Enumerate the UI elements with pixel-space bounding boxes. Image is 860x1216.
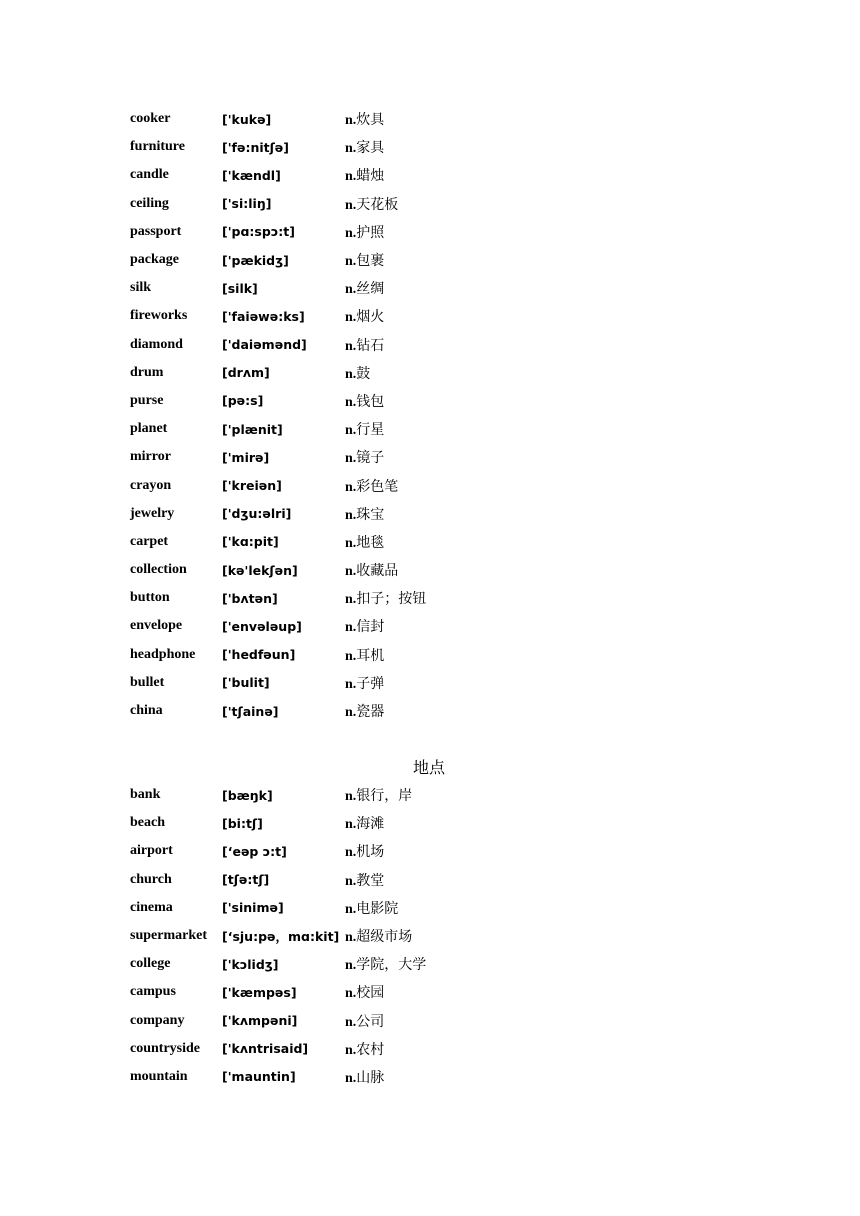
vocab-word: company (130, 1012, 185, 1028)
vocab-definition (345, 165, 650, 185)
vocab-meaning: 天花板 (356, 196, 399, 213)
vocab-word: purse (130, 392, 164, 408)
vocab-table-objects (130, 105, 650, 725)
vocab-phonetic: ['kændl] (222, 167, 281, 183)
vocab-meaning: 校园 (356, 985, 385, 1002)
vocab-definition (345, 841, 650, 861)
vocab-phonetic: ['tʃainə] (222, 703, 279, 719)
vocab-meaning: 镜子 (356, 450, 385, 467)
vocab-row (130, 500, 650, 528)
vocab-phonetic: [bæŋk] (222, 787, 273, 803)
vocab-definition (345, 870, 650, 890)
vocab-phonetic: ['kɔlidʒ] (222, 956, 279, 972)
vocab-definition (345, 560, 650, 580)
vocab-word: diamond (130, 336, 183, 352)
vocab-definition (345, 954, 650, 974)
vocab-phonetic: [tʃə:tʃ] (222, 872, 270, 888)
vocab-pos: n. (345, 479, 357, 495)
vocab-meaning: 农村 (356, 1041, 385, 1058)
vocab-row (130, 528, 650, 556)
vocab-word: carpet (130, 533, 169, 549)
vocab-definition (345, 1067, 650, 1087)
vocab-word: button (130, 590, 170, 606)
vocab-phonetic: ['pɑ:spɔ:t] (222, 224, 295, 240)
vocab-row (130, 1035, 650, 1063)
vocab-meaning: 电影院 (356, 900, 399, 917)
vocab-pos: n. (345, 564, 357, 580)
vocab-meaning: 包裹 (356, 253, 385, 270)
vocab-meaning: 海滩 (356, 816, 385, 833)
vocab-phonetic: ['si:liŋ] (222, 196, 272, 212)
vocab-row (130, 612, 650, 640)
vocab-definition (345, 419, 650, 439)
vocab-row (130, 218, 650, 246)
vocab-pos: n. (345, 930, 357, 946)
vocab-word: headphone (130, 646, 196, 662)
vocab-row (130, 161, 650, 189)
vocab-pos: n. (345, 451, 357, 467)
vocab-word: ceiling (130, 195, 169, 211)
vocab-row (130, 866, 650, 894)
vocab-phonetic: ['mirə] (222, 449, 270, 465)
vocab-definition (345, 109, 650, 129)
vocab-meaning: 炊具 (356, 112, 385, 129)
vocab-definition (345, 1011, 650, 1031)
vocab-phonetic: ['kʌntrisaid] (222, 1041, 309, 1057)
vocab-pos: n. (345, 366, 357, 382)
vocab-pos: n. (345, 338, 357, 354)
vocab-row (130, 274, 650, 302)
vocab-pos: n. (345, 648, 357, 664)
vocab-row (130, 331, 650, 359)
vocab-pos: n. (345, 535, 357, 551)
vocab-phonetic: ['fə:nitʃə] (222, 139, 289, 155)
vocab-definition (345, 701, 650, 721)
vocab-meaning: 家具 (356, 140, 385, 157)
vocab-phonetic: ['kɑ:pit] (222, 534, 279, 550)
vocab-row (130, 387, 650, 415)
vocab-word: passport (130, 223, 182, 239)
vocab-phonetic: [‘eəp ɔ:t] (222, 843, 287, 859)
vocab-row (130, 837, 650, 865)
vocab-meaning: 公司 (356, 1013, 385, 1030)
vocab-meaning: 学院，大学 (356, 957, 427, 974)
vocab-definition (345, 532, 650, 552)
vocab-word: fireworks (130, 308, 188, 324)
vocab-pos: n. (345, 507, 357, 523)
vocab-word: package (130, 252, 179, 268)
vocab-word: china (130, 703, 163, 719)
vocab-pos: n. (345, 705, 357, 721)
vocab-meaning: 教堂 (356, 872, 385, 889)
vocab-meaning: 地毯 (356, 534, 385, 551)
vocab-word: mountain (130, 1068, 188, 1084)
vocab-meaning: 钱包 (356, 393, 385, 410)
vocab-row (130, 415, 650, 443)
vocab-phonetic: ['dʒu:əlri] (222, 506, 292, 522)
vocab-pos: n. (345, 197, 357, 213)
vocab-row (130, 443, 650, 471)
vocab-row (130, 302, 650, 330)
vocab-definition (345, 588, 650, 608)
vocab-row (130, 950, 650, 978)
vocab-pos: n. (345, 901, 357, 917)
vocab-pos: n. (345, 986, 357, 1002)
vocab-phonetic: ['bʌtən] (222, 590, 278, 606)
vocab-phonetic: ['bulit] (222, 675, 270, 691)
vocab-definition (345, 363, 650, 383)
vocab-word: silk (130, 280, 152, 296)
vocab-pos: n. (345, 789, 357, 805)
vocab-definition (345, 785, 650, 805)
vocab-word: countryside (130, 1040, 200, 1056)
vocab-definition (345, 306, 650, 326)
vocab-row (130, 1007, 650, 1035)
vocab-meaning: 鼓 (356, 365, 371, 382)
vocab-meaning: 扣子；按钮 (356, 591, 427, 608)
vocab-pos: n. (345, 254, 357, 270)
vocab-pos: n. (345, 873, 357, 889)
vocab-word: bank (130, 787, 161, 803)
vocab-row (130, 922, 650, 950)
vocab-meaning: 山脉 (356, 1069, 385, 1086)
vocab-phonetic: ['hedfəun] (222, 647, 296, 663)
section-heading-places: 地点 (413, 758, 446, 777)
vocab-word: mirror (130, 449, 171, 465)
vocab-pos: n. (345, 1070, 357, 1086)
vocab-word: campus (130, 984, 176, 1000)
vocab-pos: n. (345, 676, 357, 692)
vocab-word: collection (130, 562, 187, 578)
vocab-pos: n. (345, 817, 357, 833)
vocab-word: college (130, 956, 171, 972)
vocab-phonetic: [drʌm] (222, 365, 270, 381)
vocab-word: church (130, 871, 172, 887)
vocab-meaning: 机场 (356, 844, 385, 861)
vocab-meaning: 烟火 (356, 309, 385, 326)
vocab-definition (345, 447, 650, 467)
vocab-definition (345, 673, 650, 693)
vocab-definition (345, 813, 650, 833)
vocab-word: crayon (130, 477, 172, 493)
vocab-definition (345, 194, 650, 214)
vocab-phonetic: ['faiəwə:ks] (222, 308, 305, 324)
vocab-word: beach (130, 815, 165, 831)
vocab-meaning: 瓷器 (356, 704, 385, 721)
vocab-definition (345, 335, 650, 355)
vocab-definition (345, 391, 650, 411)
vocab-word: candle (130, 167, 169, 183)
vocab-phonetic: ['sinimə] (222, 900, 284, 916)
vocab-definition (345, 926, 650, 946)
vocab-word: airport (130, 843, 173, 859)
vocab-definition (345, 898, 650, 918)
vocab-meaning: 收藏品 (356, 563, 399, 580)
vocab-definition (345, 250, 650, 270)
vocab-pos: n. (345, 282, 357, 298)
vocab-pos: n. (345, 141, 357, 157)
vocab-row (130, 1063, 650, 1091)
vocab-meaning: 超级市场 (356, 929, 413, 946)
vocab-word: jewelry (130, 505, 175, 521)
vocab-pos: n. (345, 423, 357, 439)
vocab-phonetic: ['envələup] (222, 618, 302, 634)
vocab-table-places (130, 781, 650, 1091)
vocab-meaning: 行星 (356, 422, 385, 439)
vocab-word: planet (130, 421, 168, 437)
vocab-pos: n. (345, 169, 357, 185)
vocab-definition (345, 1039, 650, 1059)
vocab-meaning: 蜡烛 (356, 168, 385, 185)
vocab-row (130, 190, 650, 218)
vocab-word: envelope (130, 618, 183, 634)
vocab-definition (345, 137, 650, 157)
vocab-phonetic: ['kreiən] (222, 478, 282, 494)
vocab-row (130, 809, 650, 837)
vocab-meaning: 丝绸 (356, 281, 385, 298)
vocab-pos: n. (345, 620, 357, 636)
vocab-meaning: 钻石 (356, 337, 385, 354)
vocab-row (130, 978, 650, 1006)
vocab-definition (345, 476, 650, 496)
vocab-pos: n. (345, 1042, 357, 1058)
vocab-row (130, 697, 650, 725)
vocab-meaning: 子弹 (356, 675, 385, 692)
vocab-definition (345, 982, 650, 1002)
vocab-row (130, 584, 650, 612)
vocab-word: furniture (130, 139, 185, 155)
vocab-row (130, 641, 650, 669)
vocab-definition (345, 222, 650, 242)
vocab-row (130, 471, 650, 499)
vocab-definition (345, 616, 650, 636)
vocab-phonetic: ['daiəmənd] (222, 337, 307, 353)
vocab-row (130, 105, 650, 133)
vocab-pos: n. (345, 845, 357, 861)
vocab-meaning: 彩色笔 (356, 478, 399, 495)
vocab-row (130, 246, 650, 274)
vocab-phonetic: [silk] (222, 280, 258, 296)
vocab-word: cooker (130, 111, 171, 127)
vocab-pos: n. (345, 310, 357, 326)
vocab-meaning: 银行，岸 (356, 788, 413, 805)
vocab-word: cinema (130, 899, 173, 915)
vocab-row (130, 894, 650, 922)
vocab-phonetic: ['pækidʒ] (222, 252, 289, 268)
vocab-word: supermarket (130, 928, 207, 944)
vocab-phonetic: ['kʌmpəni] (222, 1013, 298, 1029)
vocab-row (130, 781, 650, 809)
vocab-pos: n. (345, 113, 357, 129)
vocab-phonetic: [‘sju:pə，mɑ:kit] (222, 929, 340, 945)
vocab-word: bullet (130, 674, 165, 690)
vocab-word: drum (130, 364, 164, 380)
vocab-meaning: 珠宝 (356, 506, 385, 523)
vocab-row (130, 359, 650, 387)
vocab-phonetic: ['mauntin] (222, 1069, 296, 1085)
vocab-phonetic: [kə'lekʃən] (222, 562, 298, 578)
vocab-pos: n. (345, 394, 357, 410)
vocab-definition (345, 504, 650, 524)
vocab-meaning: 信封 (356, 619, 385, 636)
vocab-definition (345, 645, 650, 665)
vocab-phonetic: ['kukə] (222, 111, 272, 127)
vocab-pos: n. (345, 225, 357, 241)
vocab-meaning: 耳机 (356, 647, 385, 664)
vocab-phonetic: ['kæmpəs] (222, 984, 297, 1000)
vocab-pos: n. (345, 1014, 357, 1030)
vocab-definition (345, 278, 650, 298)
vocab-meaning: 护照 (356, 224, 385, 241)
vocab-pos: n. (345, 592, 357, 608)
vocab-phonetic: ['plænit] (222, 421, 283, 437)
vocab-pos: n. (345, 958, 357, 974)
vocab-row (130, 556, 650, 584)
vocab-phonetic: [pə:s] (222, 393, 264, 409)
vocab-row (130, 669, 650, 697)
vocab-phonetic: [bi:tʃ] (222, 815, 263, 831)
vocab-row (130, 133, 650, 161)
